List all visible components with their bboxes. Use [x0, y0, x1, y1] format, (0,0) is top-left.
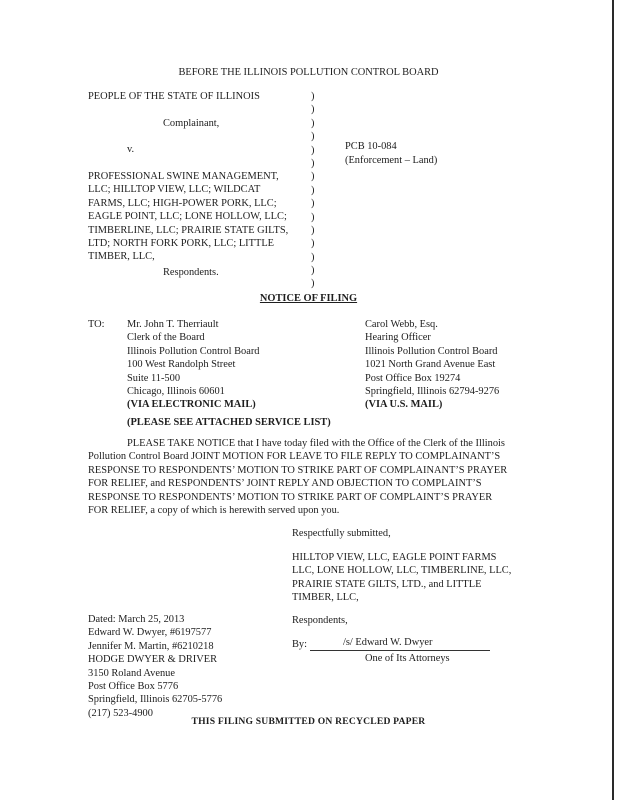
address-line: Chicago, Illinois 60601 — [127, 385, 225, 397]
party-line: TIMBER, LLC, — [292, 592, 359, 604]
court-header: BEFORE THE ILLINOIS POLLUTION CONTROL BOARD — [178, 67, 439, 78]
respondents-label: Respondents, — [292, 615, 348, 626]
address-line: Springfield, Illinois 62794-9276 — [365, 385, 500, 397]
attorney-block — [88, 613, 222, 720]
defendant-line: LTD; NORTH FORK PORK, LLC; LITTLE — [88, 237, 275, 249]
attorney-line: Springfield, Illinois 62705-5776 — [88, 694, 223, 706]
delivery-method: (VIA ELECTRONIC MAIL) — [127, 399, 256, 411]
address-line: Mr. John T. Therriault — [127, 319, 219, 330]
attorney-line: Edward W. Dwyer, #6197577 — [88, 627, 212, 639]
address-line: Illinois Pollution Control Board — [365, 345, 498, 357]
address-line: Illinois Pollution Control Board — [127, 345, 260, 357]
recipient-hearing-officer — [365, 318, 499, 412]
attorney-line: Jennifer M. Martin, #6210218 — [88, 640, 214, 652]
recipient-clerk — [127, 318, 260, 412]
body-line: Pollution Control Board JOINT MOTION FOR LEAVE TO FILE REPLY TO COMPLAINANT’S — [88, 451, 501, 463]
address-line: Suite 11-500 — [127, 372, 181, 384]
caption-defendants — [88, 170, 288, 264]
scan-edge — [612, 0, 614, 800]
by-label: By: — [292, 639, 308, 650]
closing: Respectfully submitted, — [292, 528, 391, 539]
defendant-line: TIMBERLINE, LLC; PRAIRIE STATE GILTS, — [88, 224, 289, 236]
recycled-paper-footer: THIS FILING SUBMITTED ON RECYCLED PAPER — [191, 716, 426, 727]
defendant-line: TIMBER, LLC, — [88, 251, 155, 263]
body-line: FOR RELIEF, and RESPONDENTS’ JOINT REPLY AND OBJECTION TO COMPLAINT’S — [88, 478, 482, 490]
signature-line — [310, 650, 490, 651]
address-line: Clerk of the Board — [127, 332, 205, 344]
to-label: TO: — [88, 319, 105, 330]
parties-block — [292, 551, 511, 605]
delivery-method: (VIA U.S. MAIL) — [365, 399, 443, 411]
caption-complainant: Complainant, — [163, 118, 220, 129]
attorney-line: HODGE DWYER & DRIVER — [88, 654, 218, 666]
attorney-line: (217) 523-4900 — [88, 707, 153, 719]
caption-plaintiff: PEOPLE OF THE STATE OF ILLINOIS — [88, 91, 260, 102]
signature: /s/ Edward W. Dwyer — [343, 637, 433, 648]
party-line: HILLTOP VIEW, LLC, EAGLE POINT FARMS — [292, 552, 497, 563]
notice-title: NOTICE OF FILING — [259, 293, 358, 304]
caption-respondents: Respondents. — [163, 267, 219, 278]
case-number: PCB 10-084 — [345, 141, 397, 152]
body-line: RESPONSE TO RESPONDENTS’ MOTION TO STRIKE PART OF COMPLAINT’S PRAYER — [88, 491, 493, 503]
body-line: FOR RELIEF, a copy of which is herewith served upon you. — [88, 504, 340, 516]
notice-body — [88, 437, 507, 517]
address-line: Carol Webb, Esq. — [365, 319, 438, 330]
caption-paren-column: ) ) ) ) ) ) ) ) ) ) ) ) ) ) ) — [311, 91, 315, 290]
attorney-line: Dated: March 25, 2013 — [88, 614, 185, 625]
body-line: PLEASE TAKE NOTICE that I have today filed with the Office of the Clerk of the Illinois — [127, 438, 505, 449]
caption-versus: v. — [127, 144, 135, 155]
address-line: Hearing Officer — [365, 332, 431, 344]
defendant-line: PROFESSIONAL SWINE MANAGEMENT, — [88, 171, 279, 182]
defendant-line: LLC; HILLTOP VIEW, LLC; WILDCAT — [88, 184, 261, 196]
signature-title: One of Its Attorneys — [365, 653, 450, 664]
service-list-note: (PLEASE SEE ATTACHED SERVICE LIST) — [127, 417, 331, 428]
defendant-line: EAGLE POINT, LLC; LONE HOLLOW, LLC; — [88, 211, 287, 223]
address-line: 1021 North Grand Avenue East — [365, 359, 496, 371]
address-line: 100 West Randolph Street — [127, 359, 236, 371]
party-line: PRAIRIE STATE GILTS, LTD., and LITTLE — [292, 578, 482, 590]
address-line: Post Office Box 19274 — [365, 372, 461, 384]
party-line: LLC, LONE HOLLOW, LLC, TIMBERLINE, LLC, — [292, 565, 512, 577]
attorney-line: 3150 Roland Avenue — [88, 667, 175, 679]
body-line: RESPONSE TO RESPONDENTS’ MOTION TO STRIKE PART OF COMPLAINANT’S PRAYER — [88, 464, 508, 476]
attorney-line: Post Office Box 5776 — [88, 680, 179, 692]
case-type: (Enforcement – Land) — [345, 155, 438, 166]
defendant-line: FARMS, LLC; HIGH-POWER PORK, LLC; — [88, 197, 277, 209]
